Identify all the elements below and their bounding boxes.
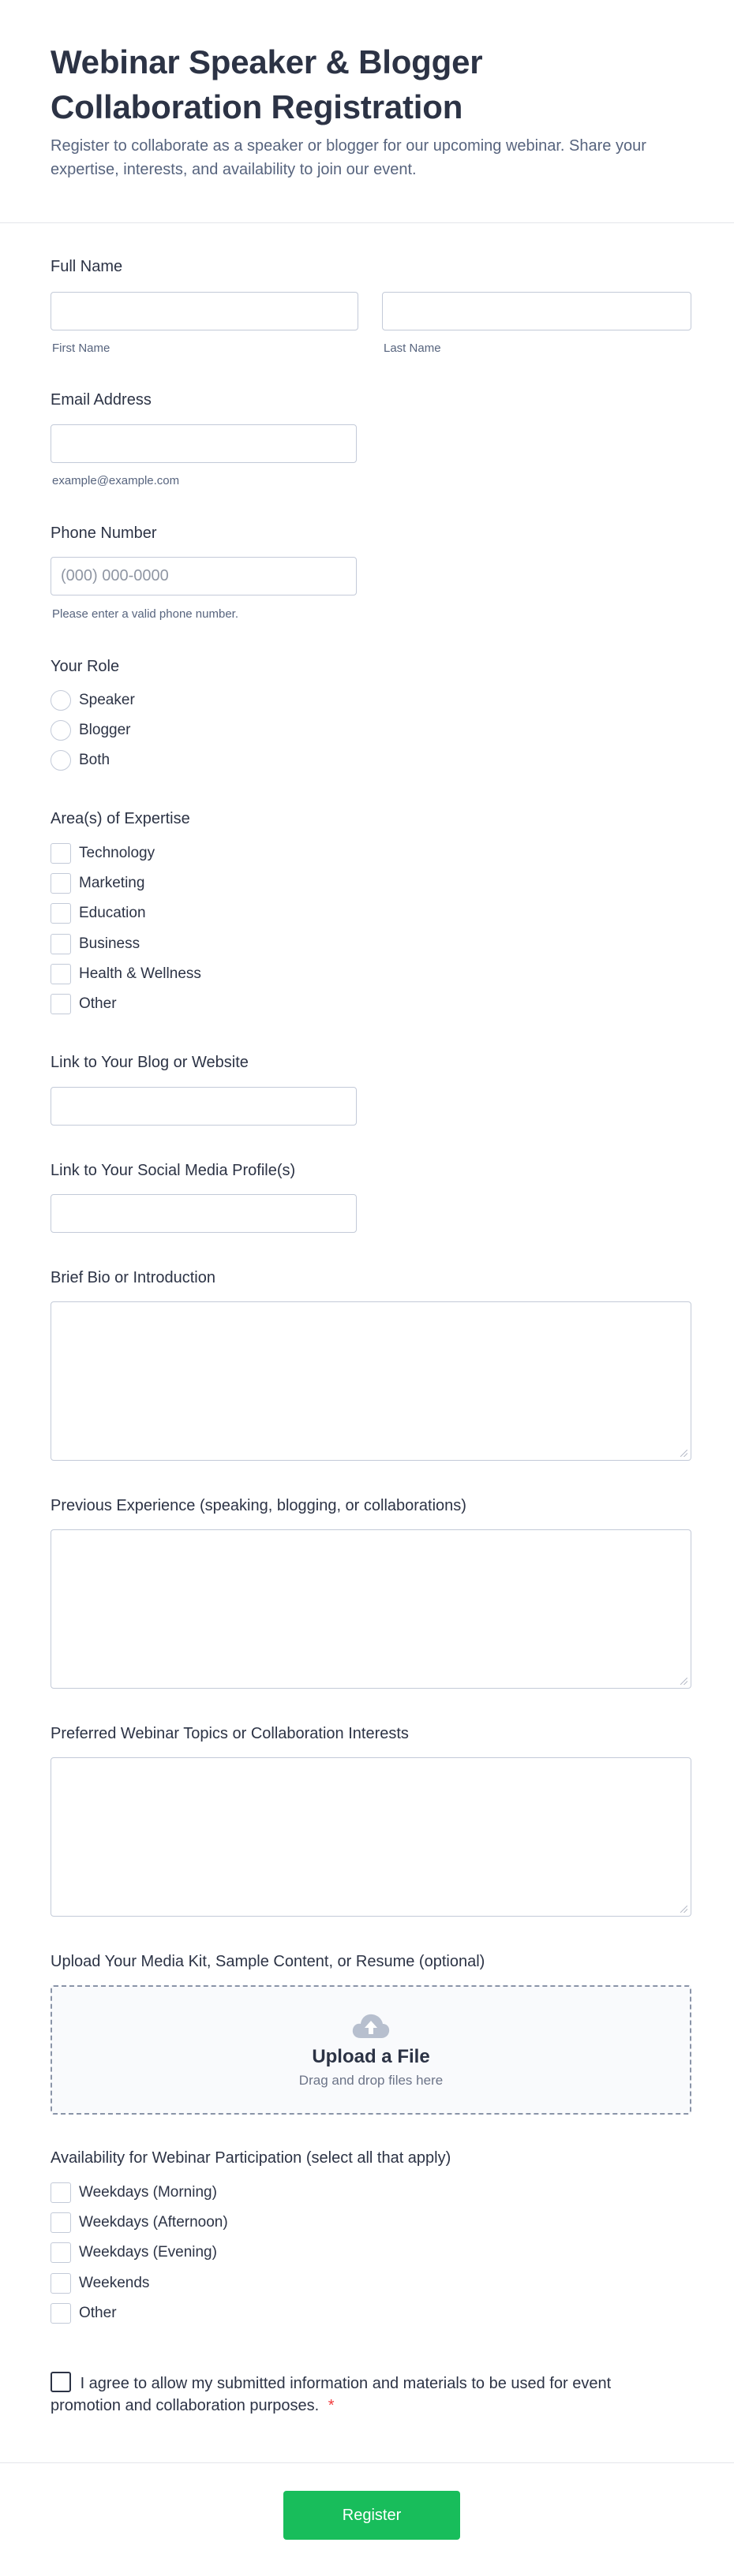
expertise-label: Area(s) of Expertise (51, 810, 190, 827)
checkbox[interactable] (51, 873, 71, 894)
radio-button[interactable] (51, 690, 71, 711)
footer-divider (0, 2462, 734, 2463)
availability-option-label: Weekdays (Afternoon) (79, 2214, 228, 2231)
last-name-input[interactable] (382, 292, 691, 330)
phone-sublabel: Please enter a valid phone number. (52, 607, 238, 621)
expertise-option-technology[interactable] (51, 842, 155, 864)
last-name-sublabel: Last Name (384, 342, 441, 355)
availability-option-label: Other (79, 2305, 117, 2321)
blog-link-input[interactable] (51, 1087, 357, 1126)
email-input[interactable] (51, 424, 357, 463)
role-option-both[interactable] (51, 749, 110, 771)
radio-button[interactable] (51, 750, 71, 771)
resize-handle-icon[interactable] (680, 1450, 687, 1457)
availability-option-weekends[interactable] (51, 2272, 149, 2294)
checkbox[interactable] (51, 2212, 71, 2233)
availability-option-weekdays-afternoon[interactable] (51, 2212, 228, 2234)
experience-label: Previous Experience (speaking, blogging, or collaborations) (51, 1497, 466, 1514)
page-subtitle: Register to collaborate as a speaker or blogger for our upcoming webinar. Share your expertise, interests, and availability to join our event. (51, 137, 646, 178)
availability-option-other[interactable] (51, 2302, 117, 2324)
role-option-blogger[interactable] (51, 719, 131, 741)
availability-option-weekdays-evening[interactable] (51, 2242, 217, 2264)
expertise-option-marketing[interactable] (51, 872, 144, 894)
consent-field (51, 2372, 619, 2417)
checkbox[interactable] (51, 843, 71, 864)
first-name-sublabel: First Name (52, 342, 110, 355)
expertise-option-label: Education (79, 905, 146, 921)
expertise-option-health[interactable] (51, 963, 201, 985)
checkbox[interactable] (51, 903, 71, 924)
role-option-label: Blogger (79, 722, 131, 738)
file-upload-dropzone[interactable] (51, 1985, 691, 2115)
availability-option-weekdays-morning[interactable] (51, 2182, 217, 2204)
email-label: Email Address (51, 391, 152, 409)
resize-handle-icon[interactable] (680, 1906, 687, 1913)
expertise-option-other[interactable] (51, 993, 117, 1015)
consent-checkbox[interactable] (51, 2372, 71, 2392)
availability-option-label: Weekdays (Evening) (79, 2244, 217, 2261)
bio-label: Brief Bio or Introduction (51, 1269, 215, 1286)
upload-label: Upload Your Media Kit, Sample Content, or Resume (optional) (51, 1953, 485, 1970)
required-asterisk: * (328, 2397, 335, 2414)
topics-label: Preferred Webinar Topics or Collaboration Interests (51, 1725, 409, 1742)
expertise-option-label: Marketing (79, 875, 145, 891)
availability-option-label: Weekends (79, 2275, 150, 2291)
expertise-option-label: Business (79, 935, 140, 952)
radio-button[interactable] (51, 720, 71, 741)
expertise-option-education[interactable] (51, 902, 146, 924)
expertise-option-business[interactable] (51, 933, 140, 955)
checkbox[interactable] (51, 2273, 71, 2294)
social-link-input[interactable] (51, 1194, 357, 1233)
full-name-label: Full Name (51, 258, 123, 275)
upload-title: Upload a File (312, 2046, 430, 2067)
social-link-label: Link to Your Social Media Profile(s) (51, 1162, 296, 1179)
bio-textarea[interactable] (51, 1301, 691, 1461)
phone-placeholder: (000) 000-0000 (61, 567, 169, 584)
cloud-upload-icon (351, 2011, 391, 2040)
email-sublabel: example@example.com (52, 474, 180, 487)
role-label: Your Role (51, 658, 120, 675)
checkbox[interactable] (51, 2182, 71, 2203)
consent-text: I agree to allow my submitted information and materials to be used for event promotion and collaboration purposes. (51, 2375, 612, 2414)
page-title: Webinar Speaker & Blogger Collaboration Registration (51, 43, 483, 125)
phone-label: Phone Number (51, 525, 157, 542)
register-button[interactable]: Register (283, 2491, 460, 2540)
expertise-option-label: Other (79, 995, 117, 1012)
experience-textarea[interactable] (51, 1529, 691, 1689)
resize-handle-icon[interactable] (680, 1678, 687, 1685)
availability-label: Availability for Webinar Participation (select all that apply) (51, 2149, 451, 2167)
blog-link-label: Link to Your Blog or Website (51, 1054, 249, 1071)
checkbox[interactable] (51, 2303, 71, 2324)
role-option-label: Speaker (79, 692, 135, 708)
role-option-speaker[interactable] (51, 689, 135, 711)
expertise-option-label: Technology (79, 845, 155, 861)
availability-option-label: Weekdays (Morning) (79, 2184, 217, 2201)
upload-subtitle: Drag and drop files here (298, 2073, 444, 2088)
checkbox[interactable] (51, 934, 71, 954)
role-option-label: Both (79, 752, 110, 768)
expertise-option-label: Health & Wellness (79, 965, 201, 982)
checkbox[interactable] (51, 2242, 71, 2263)
topics-textarea[interactable] (51, 1757, 691, 1917)
form-header (0, 0, 734, 223)
checkbox[interactable] (51, 964, 71, 984)
phone-input[interactable] (51, 557, 357, 595)
first-name-input[interactable] (51, 292, 358, 330)
checkbox[interactable] (51, 994, 71, 1014)
